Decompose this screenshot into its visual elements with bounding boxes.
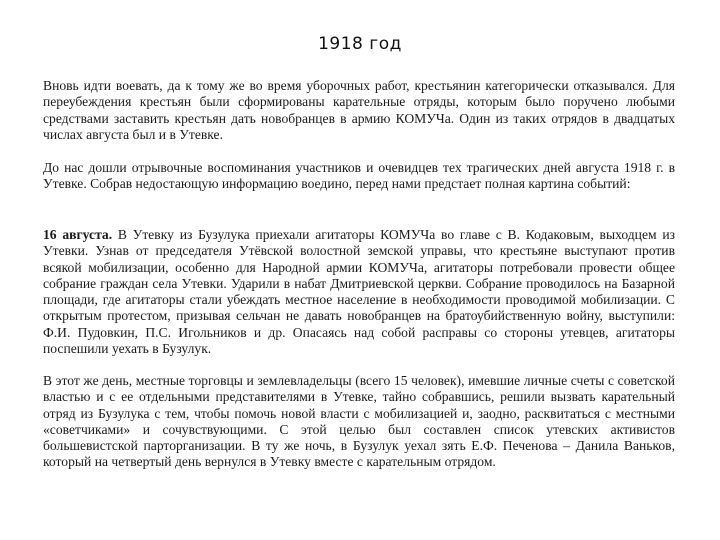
date-heading: 16 августа.	[43, 227, 113, 242]
paragraph-august-16	[43, 227, 675, 357]
paragraph-intro: Вновь идти воевать, да к тому же во время уборочных работ, крестьянин категорически отказывался. Для переубеждения крестьян были сформированы карательные отряды, которым было поручено любыми средствами заставить крестьян дать новобранцев в армию КОМУЧа. Один из таких отрядов в двадцатых числах августа был и в Утевке.	[43, 78, 675, 142]
page-title: 1918 год	[318, 34, 402, 54]
paragraph-sources: До нас дошли отрывочные воспоминания участников и очевидцев тех трагических дней августа 1918 г. в Утевке. Собрав недостающую информацию воедино, перед нами предстает полная картина событий:	[43, 160, 675, 192]
paragraph-august-16-body: В Утевку из Бузулука приехали агитаторы КОМУЧа во главе с В. Кодаковым, выходцем из Утевки. Узнав от председателя Утёвской волостной земской управы, что крестьяне выступают против всякой мобилизации, особенно для Народной армии КОМУЧа, агитаторы потребовали провести общее собрание граждан села Утевки. Ударили в набат Дмитриевской церкви. Собрание проводилось на Базарной площади, где агитаторы стали убеждать местное население в необходимости проводимой мобилизации. С открытым протестом, призывая сельчан не давать новобранцев на братоубийственную войну, выступили: Ф.И. Пудовкин, П.С. Игольников и др. Опасаясь над собой расправы со стороны утевцев, агитаторы поспешили уехать в Бузулук.	[43, 227, 675, 357]
paragraph-same-day: В этот же день, местные торговцы и землевладельцы (всего 15 человек), имевшие личные счеты с советской властью и с ее отдельными представителями в Утевке, тайно собравшись, решили вызвать карательный отряд из Бузулука с тем, чтобы помочь новой власти с мобилизацией и, заодно, расквитаться с местными «советчиками» и сочувствующими. С этой целью был составлен список утевских активистов большевистской парторганизации. В ту же ночь, в Бузулук уехал зять Е.Ф. Печенова – Данила Ваньков, который на четвертый день вернулся в Утевку вместе с карательным отрядом.	[43, 373, 675, 470]
